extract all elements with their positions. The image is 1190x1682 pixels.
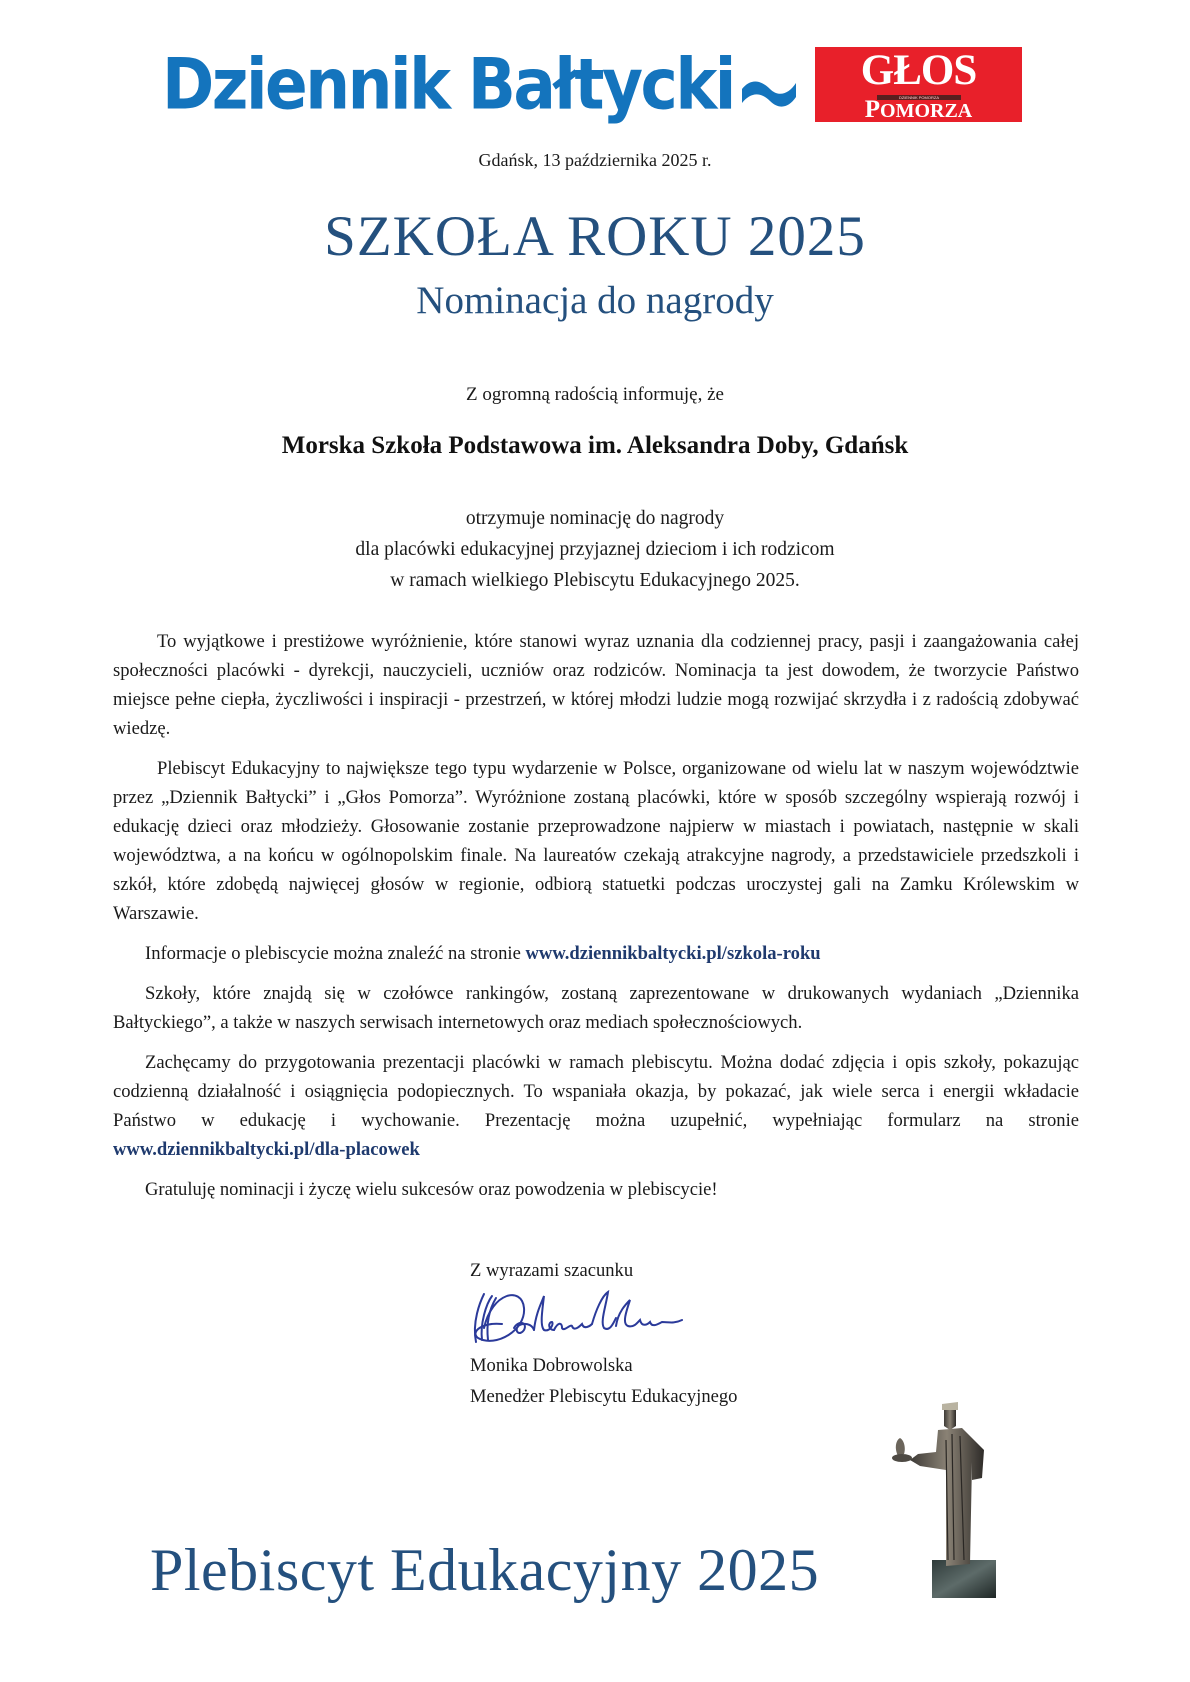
glos-logo-bottom: POMORZA [864,96,973,122]
glos-logo-top: GŁOS [860,47,977,94]
paragraph-plebiscite: Plebiscyt Edukacyjny to największe tego typu wydarzenie w Polsce, organizowane od wielu lat w naszym województwie przez „Dziennik Bałtycki” i „Głos Pomorza”. Wyróżnione zostaną placówki, które w sposób szczególny wspierają rozwój i edukację dzieci oraz młodzieży. Głosowanie zostanie przeprowadzone najpierw w miastach i powiatach, następnie w skali województwa, a na końcu w ogólnopolskim finale. Na laureatów czekają atrakcyjne nagrody, a przedstawiciele przedszkoli i szkół, które zdobędą najwięcej głosów w regionie, odbiorą statuetki podczas uroczystej gali na Zamku Królewskim w Warszawie. [113,758,1079,924]
closing-salutation: Z wyrazami szacunku [470,1260,634,1281]
nomination-line: otrzymuje nominację do nagrody [465,508,725,529]
dla-placowek-link[interactable]: www.dziennikbaltycki.pl/dla-placowek [113,1139,420,1160]
letter-date: Gdańsk, 13 października 2025 r. [478,150,712,170]
paragraph-congratulations: Gratuluję nominacji i życzę wielu sukcesów oraz powodzenia w plebiscycie! [145,1179,718,1200]
wave-icon [740,75,798,109]
signer-role: Menedżer Plebiscytu Edukacyjnego [470,1386,738,1407]
nomination-text [0,503,1190,596]
paragraph-presentation: Zachęcamy do przygotowania prezentacji placówki w ramach plebiscytu. Można dodać zdjęcia i opis szkoły, pokazując codzienną działalność i osiągnięcia podopiecznych. To wspaniała okazja, by pokazać, jak wiele serca i energii wkładacie Państwo w edukację i wychowanie. Prezentację można uzupełnić, wypełniając formularz na stronie www.dziennikbaltycki.pl/dla-placowek [113,1052,1079,1160]
dziennik-baltycki-logo [162,44,798,124]
nomination-line: w ramach wielkiego Plebiscytu Edukacyjnego 2025. [390,570,800,591]
statuette-image [880,1400,1020,1600]
page-title: SZKOŁA ROKU 2025 [324,205,866,268]
letterhead [0,0,1190,140]
nomination-line: dla placówki edukacyjnej przyjaznej dzieciom i ich rodzicom [355,539,835,560]
letter-body [113,627,1079,1215]
footer-title: Plebiscyt Edukacyjny 2025 [150,1537,820,1603]
dziennik-baltycki-logo-text: Dziennik Bałtycki [162,43,734,125]
szkola-roku-link[interactable]: www.dziennikbaltycki.pl/szkola-roku [525,943,821,964]
paragraph-rankings: Szkoły, które znajdą się w czołówce rankingów, zostaną zaprezentowane w drukowanych wydaniach „Dziennika Bałtyckiego”, a także w naszych serwisach internetowych oraz mediach społecznościowych. [113,983,1079,1033]
paragraph-nomination: To wyjątkowe i prestiżowe wyróżnienie, które stanowi wyraz uznania dla codziennej pracy, pasji i zaangażowania całej społeczności placówki - dyrekcji, nauczycieli, uczniów oraz rodziców. Nominacja ta jest dowodem, że tworzycie Państwo miejsce pełne ciepła, życzliwości i inspiracji - przestrzeń, w której młodzi ludzie mogą rozwijać skrzydła i z radością zdobywać wiedzę. [113,631,1079,739]
glos-pomorza-logo [815,47,1022,122]
intro-line: Z ogromną radością informuję, że [466,384,724,405]
signer-name: Monika Dobrowolska [470,1355,633,1376]
page-subtitle: Nominacja do nagrody [416,279,774,322]
school-name: Morska Szkoła Podstawowa im. Aleksandra Doby, Gdańsk [281,432,909,459]
signer-block [470,1350,737,1412]
glos-logo-strap: DZIENNIK POMORZA [877,95,961,100]
paragraph-info: Informacje o plebiscycie można znaleźć na stronie www.dziennikbaltycki.pl/szkola-roku [145,943,821,964]
signature-image [462,1282,702,1352]
